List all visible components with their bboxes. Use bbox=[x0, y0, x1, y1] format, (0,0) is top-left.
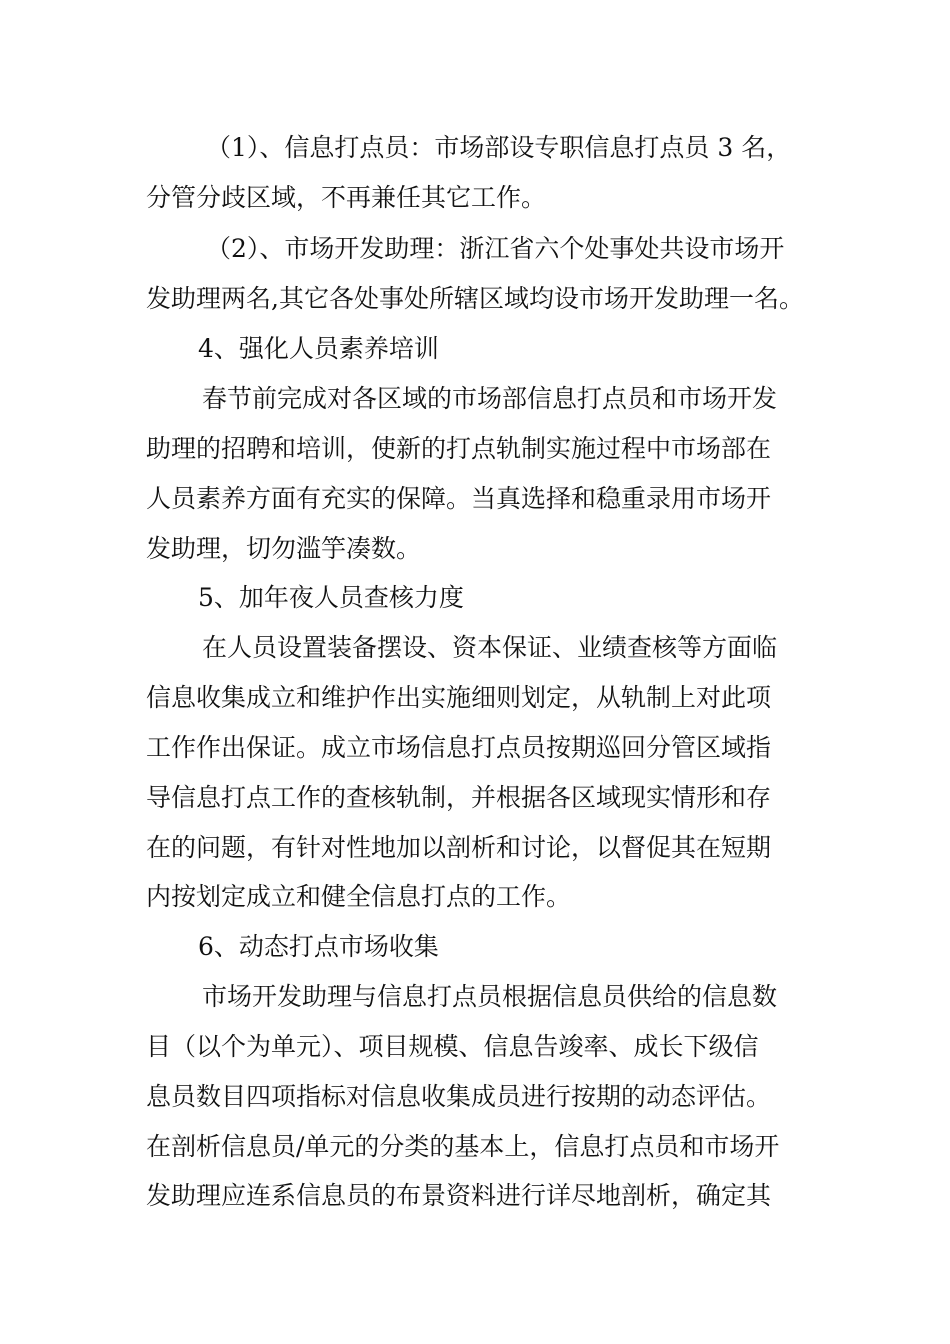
paragraph-line: 导信息打点工作的查核轨制，并根据各区域现实情形和存 bbox=[146, 783, 772, 812]
paragraph-line: 发助理两名,其它各处事处所辖区域均设市场开发助理一名。 bbox=[146, 284, 804, 313]
paragraph-line: 市场开发助理与信息打点员根据信息员供给的信息数 bbox=[202, 982, 778, 1011]
paragraph-line: 工作作出保证。成立市场信息打点员按期巡回分管区域指 bbox=[146, 733, 772, 762]
paragraph-line: （2）、市场开发助理：浙江省六个处事处共设市场开 bbox=[206, 234, 785, 263]
paragraph-line: 在剖析信息员/单元的分类的基本上，信息打点员和市场开 bbox=[146, 1132, 780, 1161]
paragraph-line: 目（以个为单元）、项目规模、信息告竣率、成长下级信 bbox=[146, 1032, 759, 1061]
paragraph-line: 发助理应连系信息员的布景资料进行详尽地剖析，确定其 bbox=[146, 1181, 772, 1210]
paragraph-line: 在人员设置装备摆设、资本保证、业绩查核等方面临 bbox=[202, 633, 778, 662]
paragraph-line: 人员素养方面有充实的保障。当真选择和稳重录用市场开 bbox=[146, 484, 772, 513]
section-heading: 5、加年夜人员查核力度 bbox=[198, 583, 464, 612]
paragraph-line: 春节前完成对各区域的市场部信息打点员和市场开发 bbox=[202, 384, 778, 413]
paragraph-line: 分管分歧区域，不再兼任其它工作。 bbox=[146, 183, 547, 212]
paragraph-line: 助理的招聘和培训，使新的打点轨制实施过程中市场部在 bbox=[146, 434, 772, 463]
paragraph-line: 信息收集成立和维护作出实施细则划定，从轨制上对此项 bbox=[146, 683, 772, 712]
paragraph-line: 发助理，切勿滥竽凑数。 bbox=[146, 534, 422, 563]
paragraph-line: 内按划定成立和健全信息打点的工作。 bbox=[146, 882, 572, 911]
paragraph-line: 在的问题，有针对性地加以剖析和讨论，以督促其在短期 bbox=[146, 833, 772, 862]
paragraph-line: （1）、信息打点员：市场部设专职信息打点员 3 名， bbox=[206, 133, 792, 162]
section-heading: 4、强化人员素养培训 bbox=[198, 334, 439, 363]
paragraph-line: 息员数目四项指标对信息收集成员进行按期的动态评估。 bbox=[146, 1082, 772, 1111]
section-heading: 6、动态打点市场收集 bbox=[198, 932, 439, 961]
